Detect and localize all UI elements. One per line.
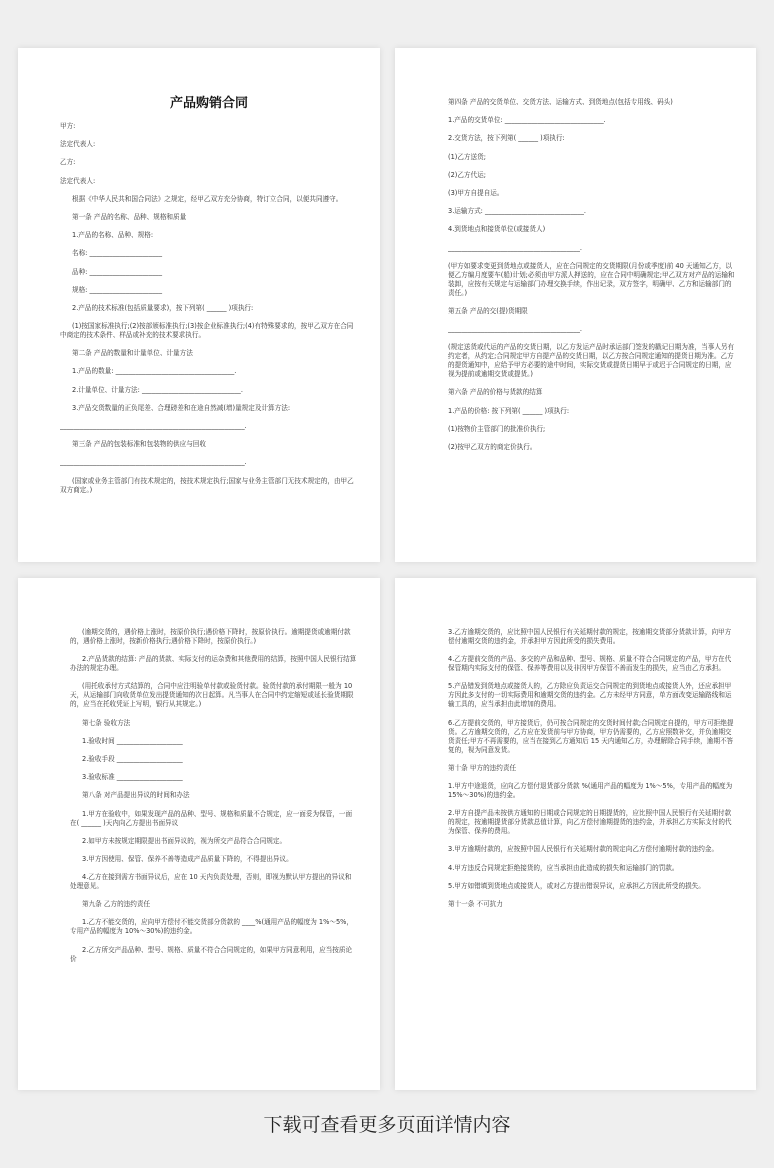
text-line: (1)乙方送货;: [448, 152, 486, 161]
text-line: 1.验收时间 ____________________: [82, 736, 183, 745]
text-line: 甲方:: [60, 122, 76, 130]
text-line: (规定送货或代运的产品的交货日期，以乙方发运产品时承运部门签发的戳记日期为准，当事人另有约定者，从约定;合同规定甲方自提产品的交货日期，以乙方按合同规定通知的提货日期为准。乙方的提货通知中，应给予甲方必要的途中时间，实际交货或提货日期早于或迟于合同规定的日期，应视为提前或逾期交货或提货。): [448, 343, 735, 379]
text-line: 3.乙方逾期交货的，应比照中国人民银行有关延期付款的规定，按逾期交货部分货款计算，向甲方偿付逾期交货的违约金，并承担甲方因此所受的损失费用。: [448, 628, 732, 645]
document-page-1: [18, 48, 380, 562]
text-line: (3)甲方自提自运。: [448, 188, 504, 197]
text-line: 第一条 产品的名称、品种、规格和质量: [72, 212, 187, 221]
text-line: 规格: ______________________: [72, 285, 163, 294]
text-line: (2)乙方代运;: [448, 170, 486, 179]
text-line: 3.产品交货数量的正负尾差、合理磅差和在途自然减(增)量规定及计算方法:: [72, 403, 291, 412]
text-line: 名称: ______________________: [72, 249, 163, 258]
text-line: 1.甲方在验收中，如果发现产品的品种、型号、规格和质量不合规定，应一面妥为保管，一面在( ______ )天内向乙方提出书面异议: [70, 809, 353, 827]
text-line: 5.甲方如错填到货地点或接货人，或对乙方提出错误异议，应承担乙方因此所受的损失。: [448, 881, 705, 890]
text-line: 法定代表人:: [60, 140, 96, 149]
text-line: (1)按国家标准执行;(2)按部颁标准执行;(3)按企业标准执行;(4)有特殊要求的，按甲乙双方在合同中商定的技术条件、样品或补充的技术要求执行。: [60, 322, 354, 340]
text-line: 1.产品的价格: 按下列第( ______ )项执行:: [448, 406, 570, 415]
text-line: 乙方:: [60, 158, 76, 167]
text-line: 5.产品错发到货地点或接货人的，乙方除应负责运交合同规定的到货地点或接货人外，还应承担甲方因此多支付的一切实际费用和逾期交货的违约金。乙方未经甲方同意，单方面改变运输路线和运输工具的，应当承担由此增加的费用。: [448, 682, 732, 709]
text-line: 第五条 产品的交(提)货期限: [448, 306, 528, 315]
text-line: 第十一条 不可抗力: [448, 899, 503, 908]
text-line: 1.产品的交货单位: ______________________________.: [448, 116, 606, 125]
download-more-caption: 下载可查看更多页面详情内容: [263, 1114, 511, 1136]
text-line: 2.产品的技术标准(包括质量要求)，按下列第( ______ )项执行:: [72, 303, 254, 312]
text-line: 第八条 对产品提出异议的时间和办法: [82, 791, 190, 800]
document-page-3: [18, 578, 380, 1090]
text-line: 1.甲方中途退货，应向乙方偿付退货部分货款 %(通用产品的幅度为 1%～5%，专用产品的幅度为 15%～30%)的违约金。: [448, 781, 733, 799]
document-page-2: [395, 48, 756, 562]
text-line: 1.乙方不能交货的，应向甲方偿付不能交货部分货款的 ____%(通用产品的幅度为 1%～5%，专用产品的幅度为 10%～30%)的违约金。: [70, 918, 354, 936]
text-line: 2.甲方自提产品未按供方通知的日期或合同规定的日期提货的，应比照中国人民银行有关延期付款的规定，按逾期提货部分货款总值计算，向乙方偿付逾期提货的违约金，并承担乙方实际支付的代为保管、保养的费用。: [448, 809, 732, 836]
text-line: ________________________________________.: [448, 243, 582, 252]
text-line: 第六条 产品的价格与货款的结算: [448, 388, 543, 397]
text-line: 2.验收手段 ____________________: [82, 754, 183, 763]
document-title: 产品购销合同: [169, 96, 248, 111]
text-line: 4.乙方提前交货的产品、多交的产品和品种、型号、规格、质量不符合合同规定的产品，甲方在代保管期内实际支付的保管、保养等费用以及非因甲方保管不善而发生的损失，应当由乙方承担。: [448, 655, 732, 673]
text-line: (用托收承付方式结算的，合同中应注明验单付款或验货付款。验货付款的承付期限一般为 10 天，从运输部门向收货单位发出提货通知的次日起算。凡当事人在合同中约定缩短或延长验货期限的，应当在托收凭证上写明，银行从其规定。): [70, 682, 354, 709]
text-line: ________________________________________________________.: [60, 458, 247, 467]
text-line: 1.产品的名称、品种、规格:: [72, 231, 154, 240]
text-line: ________________________________________________________.: [60, 422, 247, 430]
text-line: (1)按物价主管部门的批准价执行;: [448, 424, 546, 433]
text-line: ________________________________________.: [448, 325, 582, 334]
text-line: 3.运输方式: ______________________________.: [448, 207, 586, 216]
text-line: 4.甲方违反合同规定拒绝接货的，应当承担由此造成的损失和运输部门的罚款。: [448, 863, 679, 872]
text-line: 根据《中华人民共和国合同法》之规定，经甲乙双方充分协商，特订立合同，以便共同遵守。: [72, 194, 343, 203]
text-line: 2.计量单位、计量方法: ______________________________.: [72, 385, 243, 394]
text-line: 2.乙方所交产品品种、型号、规格、质量不符合合同规定的，如果甲方同意利用，应当按质论价: [70, 945, 353, 963]
text-line: 第十条 甲方的违约责任: [448, 763, 517, 772]
text-line: 法定代表人:: [60, 176, 96, 185]
text-line: 2.如甲方未按规定期限提出书面异议的，视为所交产品符合合同规定。: [82, 836, 287, 845]
text-line: 第三条 产品的包装标准和包装物的供应与回收: [72, 440, 206, 449]
text-line: (2)按甲乙双方的商定价执行。: [448, 443, 537, 451]
text-line: 6.乙方提前交货的，甲方接货后，仍可按合同规定的交货时间付款;合同规定自提的，甲方可拒绝提货。乙方逾期交货的，乙方应在发货前与甲方协商，甲方仍需要的，乙方应照数补交，并负逾期交货责任;甲方不再需要的，应当在接到乙方通知后 15 天内通知乙方，办理解除合同手续，逾期不答复的，视为同意发货。: [448, 718, 734, 754]
text-line: (逾期交货的，遇价格上涨时，按原价执行;遇价格下降时，按原价执行。逾期提货或逾期付款的，遇价格上涨时，按新价格执行;遇价格下降时，按原价执行。): [70, 628, 351, 645]
text-line: (甲方如要求变更到货地点或接货人，应在合同规定的交货期限(月份或季度)前 40 天通知乙方，以便乙方编月度要车(船)计划;必须由甲方派人押送的，应在合同中明确规定;甲乙双方对产品的运输和装卸，应按有关规定与运输部门办理交换手续，作出记录，双方签字，明确甲、乙方和运输部门的责任。): [448, 261, 735, 297]
text-line: 3.验收标准 ____________________: [82, 773, 183, 782]
text-line: 第四条 产品的交货单位、交货方法、运输方式、到货地点(包括专用线、码头): [448, 98, 673, 106]
text-line: 3.甲方逾期付款的，应按照中国人民银行有关延期付款的规定向乙方偿付逾期付款的违约金。: [448, 845, 719, 854]
page-1-body: [60, 122, 358, 495]
text-line: 第二条 产品的数量和计量单位、计量方法: [72, 349, 193, 358]
text-line: 1.产品的数量: ____________________________________.: [72, 367, 237, 376]
page-2-body: [448, 98, 736, 452]
text-line: 3.甲方因使用、保管、保养不善等造成产品质量下降的，不得提出异议。: [82, 854, 293, 863]
text-line: 品种: ______________________: [72, 267, 163, 276]
text-line: 4.乙方在接到需方书面异议后，应在 10 天内负责处理，否则，即视为默认甲方提出的异议和处理意见。: [70, 873, 352, 891]
text-line: 第七条 验收方法: [82, 718, 131, 727]
text-line: (国家或业务主管部门有技术规定的，按技术规定执行;国家与业务主管部门无技术规定的，由甲乙双方商定。): [60, 476, 354, 494]
document-page-4: [395, 578, 756, 1090]
page-3-body: [70, 628, 358, 964]
page-4-body: [448, 628, 736, 909]
text-line: 4.到货地点和接货单位(或接货人): [448, 225, 546, 234]
text-line: 第九条 乙方的违约责任: [82, 900, 151, 909]
text-line: 2.产品货款的结算: 产品的货款、实际支付的运杂费和其他费用的结算，按照中国人民银行结算办法的规定办理。: [70, 655, 357, 673]
text-line: 2.交货方法，按下列第( ______ )项执行:: [448, 134, 565, 143]
